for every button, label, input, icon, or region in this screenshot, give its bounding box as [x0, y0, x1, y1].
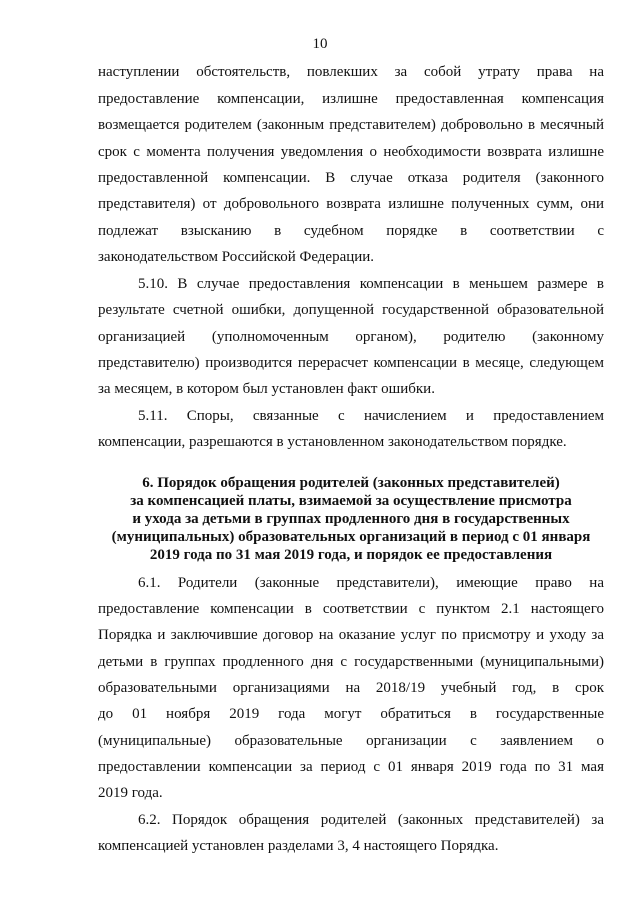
section-heading: (муниципальных) образовательных организаций в период с 01 января: [111, 529, 591, 545]
text-line: законодательством Российской Федерации.: [98, 249, 375, 265]
paragraph-5-10-first-line: 5.10. В случае предоставления компенсации в меньшем размере в: [138, 276, 604, 292]
section-heading: и ухода за детьми в группах продленного дня в государственных: [132, 511, 570, 527]
text-line: представителя) от добровольного возврата излишне полученных сумм, они: [98, 196, 604, 212]
text-line: компенсацией установлен разделами 3, 4 настоящего Порядка.: [98, 838, 499, 854]
text-line: (муниципальные) образовательные организации с заявлением о: [98, 733, 604, 749]
text-line: компенсации, разрешаются в установленном законодательством порядке.: [98, 434, 567, 450]
paragraph-6-1-first-line: 6.1. Родители (законные представители), имеющие право на: [138, 575, 604, 591]
paragraph-6-2-first-line: 6.2. Порядок обращения родителей (законных представителей) за: [138, 812, 604, 828]
text-line: организацией (уполномоченным органом), родителю (законному: [98, 329, 604, 345]
text-line: за месяцем, в котором был установлен факт ошибки.: [98, 381, 435, 397]
text-line: представителю) производится перерасчет компенсации в месяце, следующем: [98, 355, 604, 371]
text-line: 2019 года.: [98, 785, 163, 801]
paragraph-5-11-first-line: 5.11. Споры, связанные с начислением и предоставлением: [138, 408, 604, 424]
text-line: образовательными организациями на 2018/19 учебный год, в срок: [98, 680, 604, 696]
page-number: 10: [312, 36, 328, 52]
text-line: до 01 ноября 2019 года могут обратиться в государственные: [98, 706, 604, 722]
text-line: предоставлении компенсации за период с 01 января 2019 года по 31 мая: [98, 759, 604, 775]
section-heading: за компенсацией платы, взимаемой за осуществление присмотра: [130, 493, 572, 509]
text-line: наступлении обстоятельств, повлекших за собой утрату права на: [98, 64, 604, 80]
text-line: предоставление компенсации, излишне предоставленная компенсация: [98, 91, 604, 107]
text-line: предоставление компенсации в соответствии с пунктом 2.1 настоящего: [98, 601, 604, 617]
text-line: Порядка и заключившие договор на оказание услуг по присмотру и уходу за: [98, 627, 604, 643]
text-line: детьми в группах продленного дня с государственными (муниципальными): [98, 654, 604, 670]
text-line: предоставленной компенсации. В случае отказа родителя (законного: [98, 170, 604, 186]
text-line: результате счетной ошибки, допущенной государственной образовательной: [98, 302, 604, 318]
text-line: срок с момента получения уведомления о необходимости возврата излишне: [98, 144, 604, 160]
text-line: возмещается родителем (законным представителем) добровольно в месячный: [98, 117, 604, 133]
section-heading: 2019 года по 31 мая 2019 года, и порядок ее предоставления: [149, 547, 553, 563]
section-heading: 6. Порядок обращения родителей (законных представителей): [142, 475, 560, 491]
text-line: подлежат взысканию в судебном порядке в соответствии с: [98, 223, 604, 239]
